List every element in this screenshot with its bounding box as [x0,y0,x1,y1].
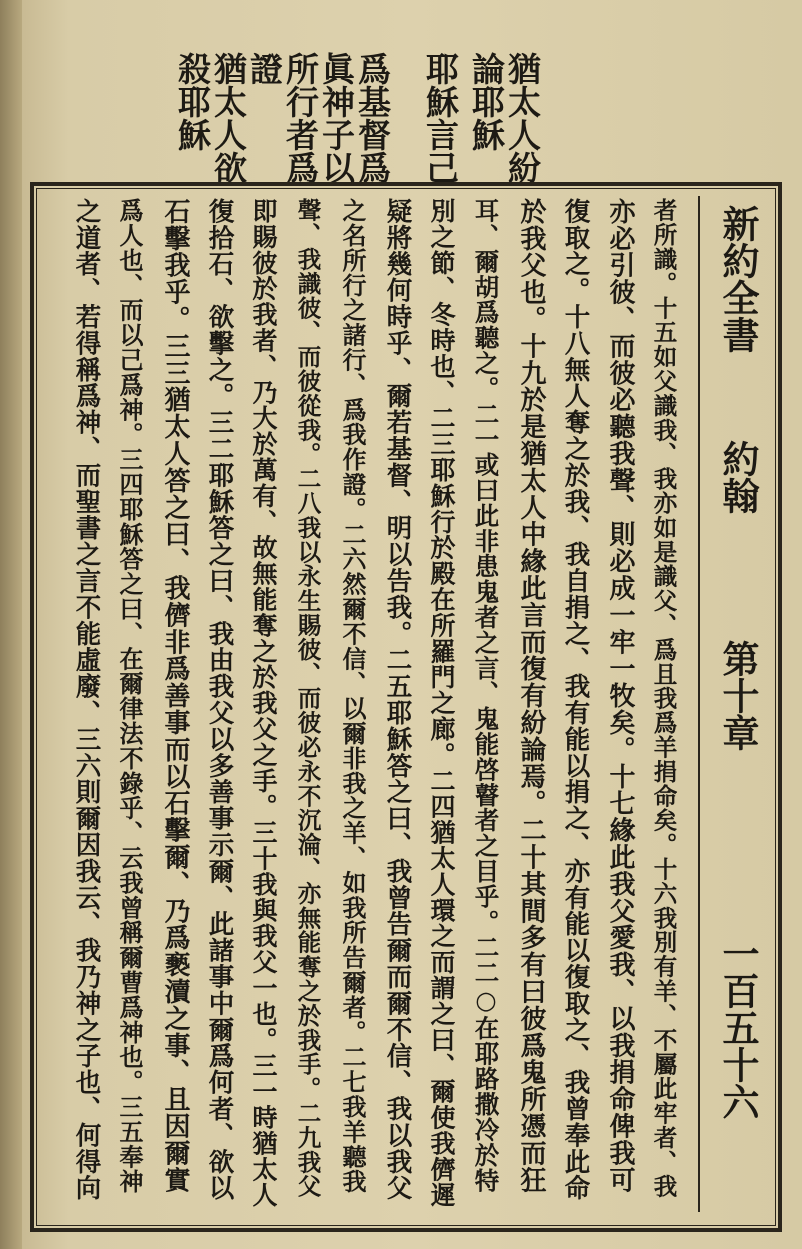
header-note-3: 耶穌言己 [421,52,460,184]
header-note-2: 論耶穌 [467,52,506,151]
header-note-8: 猶太人欲 [209,52,248,184]
body-column-14: 之道者、若得稱爲神、而聖書之言不能虛廢、三六則爾因我云、我乃神之子也、何得向 [71,198,102,1202]
body-column-12: 石擊我乎。三三猶太人答之曰、我儕非爲善事而以石擊爾、乃爲褻瀆之事、且因爾實 [160,198,190,1194]
body-column-13: 爲人也、而以己爲神。三四耶穌答之曰、在爾律法不錄乎、云我曾稱爾曹爲神也。三五奉神 [115,198,144,1194]
header-note-1: 猶太人紛 [503,52,542,184]
body-column-2: 亦必引彼、而彼必聽我聲、則必成一牢一牧矣。十七緣此我父愛我、以我捐命俾我可 [605,198,635,1194]
header-note-4: 爲基督爲 [353,52,392,184]
book-gutter [0,0,22,1249]
body-column-9: 聲、我識彼、而彼從我。二八我以永生賜彼、而彼必永不沉淪、亦無能奪之於我手。二九我父 [293,198,322,1199]
header-note-9: 殺耶穌 [173,52,212,151]
chapter-label: 第十章 [716,640,760,751]
header-note-7: 證 [245,52,284,85]
body-column-7: 疑將幾何時乎、爾若基督、明以告我。二五耶穌答之曰、我曾告爾而爾不信、我以我父 [382,198,413,1202]
body-column-3: 復取之。十八無人奪之於我、我自捐之、我有能以捐之、亦有能以復取之、我曾奉此命 [560,198,591,1202]
body-column-1: 者所識。十五如父識我、我亦如是識父、爲且我爲羊捐命矣。十六我別有羊、不屬此牢者、我 [649,198,678,1199]
header-note-6: 所行者爲 [281,52,320,184]
running-head-rule [698,196,700,1212]
gospel-title: 約翰 [716,440,760,514]
body-column-4: 於我父也。十九於是猶太人中緣此言而復有紛論焉。二十其間多有曰彼爲鬼所憑而狂 [516,198,546,1194]
page-number: 一百五十六 [716,935,760,1120]
book-title: 新約全書 [716,205,760,353]
body-column-11: 復拾石、欲擊之。三二耶穌答之曰、我由我父以多善事示爾、此諸事中爾爲何者、欲以 [204,198,235,1202]
body-column-6: 別之節、冬時也、二三耶穌行於殿在所羅門之廊。二四猶太人環之而謂之曰、爾使我儕遲 [427,198,456,1209]
body-column-5: 耳、爾胡爲聽之。二一或曰此非患鬼者之言、鬼能啓瞽者之目乎。二二○在耶路撒冷於特 [471,198,501,1194]
body-column-8: 之名所行之諸行、爲我作證。二六然爾不信、以爾非我之羊、如我所告爾者。二七我羊聽我 [338,198,367,1194]
body-column-10: 即賜彼於我者、乃大於萬有、故無能奪之於我父之手。三十我與我父一也。三一時猶太人 [249,198,278,1209]
header-note-5: 眞神子以 [317,52,356,184]
